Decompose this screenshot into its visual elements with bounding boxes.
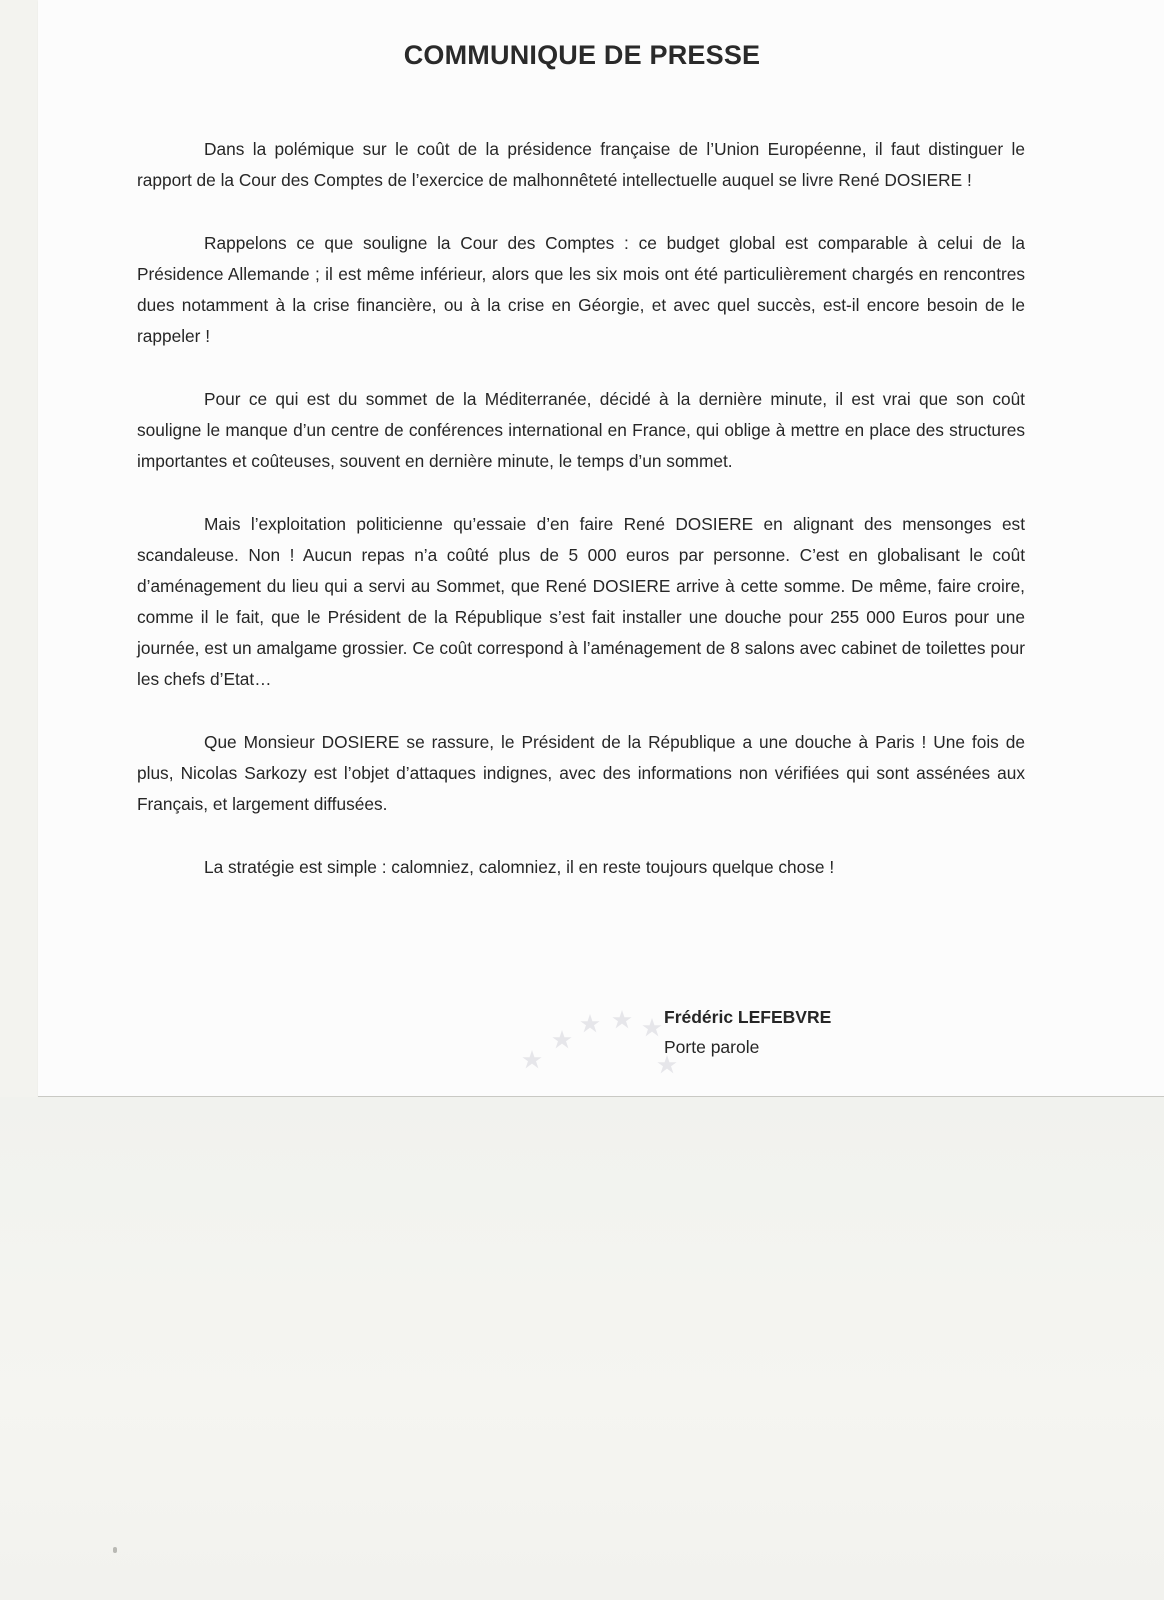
document-title: COMMUNIQUE DE PRESSE (403, 40, 761, 70)
signature-role: Porte parole (664, 1037, 760, 1057)
scanner-background (0, 1097, 1164, 1600)
signature-name: Frédéric LEFEBVRE (664, 1007, 832, 1027)
paragraph-cour-des-comptes: Rappelons ce que souligne la Cour des Comptes : ce budget global est comparable à celui de la Présidence Allemande ; il est même inférieur, alors que les six mois ont été particulièrement chargés en rencontres dues notamment à la crise financière, ou à la crise en Géorgie, et avec quel succès, est-il encore besoin de le rappeler ! (137, 233, 1025, 346)
signature-block (664, 1002, 831, 1062)
paragraph-exploitation: Mais l’exploitation politicienne qu’essaie d’en faire René DOSIERE en alignant des mensonges est scandaleuse. Non ! Aucun repas n’a coûté plus de 5 000 euros par personne. C’est en globalisant le coût d’aménagement du lieu qui a servi au Sommet, que René DOSIERE arrive à cette somme. De même, faire croire, comme il le fait, que le Président de la République s’est fait installer une douche pour 255 000 Euros pour une journée, est un amalgame grossier. Ce coût correspond à l’aménagement de 8 salons avec cabinet de toilettes pour les chefs d’Etat… (137, 514, 1025, 689)
paragraph-intro: Dans la polémique sur le coût de la présidence française de l’Union Européenne, il faut distinguer le rapport de la Cour des Comptes de l’exercice de malhonnêteté intellectuelle auquel se livre René DOSIERE ! (137, 139, 1025, 190)
scan-speck (113, 1547, 117, 1553)
paragraph-strategie: La stratégie est simple : calomniez, calomniez, il en reste toujours quelque chose ! (204, 857, 835, 877)
document-body (137, 134, 1025, 883)
paragraph-sommet-mediterranee: Pour ce qui est du sommet de la Méditerranée, décidé à la dernière minute, il est vrai que son coût souligne le manque d’un centre de conférences international en France, qui oblige à mettre en place des structures importantes et coûteuses, souvent en dernière minute, le temps d’un sommet. (137, 389, 1025, 471)
paragraph-dosiere-rassure: Que Monsieur DOSIERE se rassure, le Président de la République a une douche à Paris ! Une fois de plus, Nicolas Sarkozy est l’objet d’attaques indignes, avec des informations non vérifiées qui sont assénées aux Français, et largement diffusées. (137, 732, 1025, 814)
